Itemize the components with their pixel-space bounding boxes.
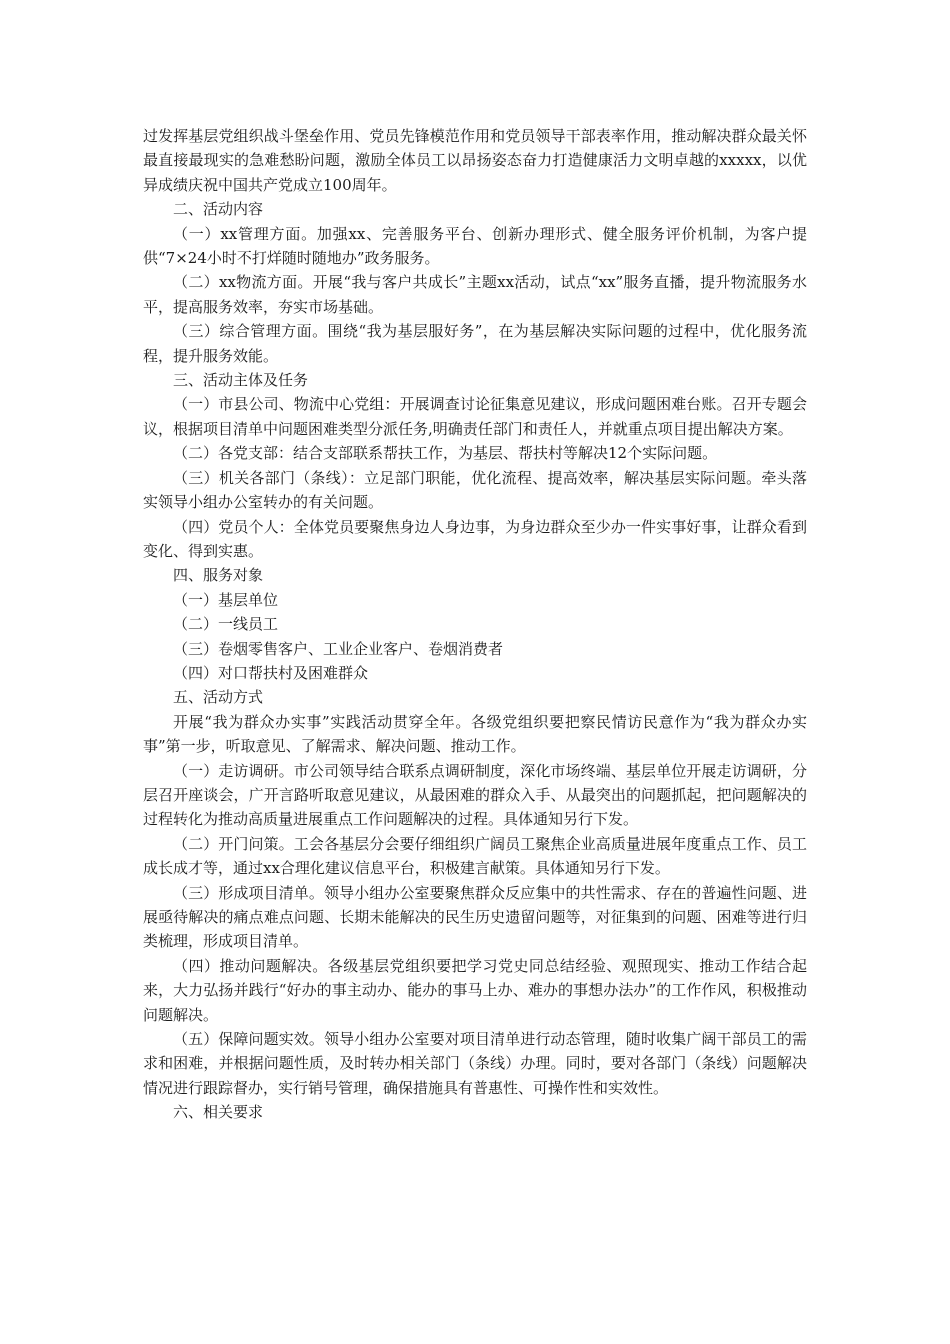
paragraph-item: （一）xx管理方面。加强xx、完善服务平台、创新办理形式、健全服务评价机制，为客户提供“7×24小时不打烊随时随地办”政务服务。 <box>143 224 807 268</box>
paragraph-item: 开展“我为群众办实事”实践活动贯穿全年。各级党组织要把察民情访民意作为“我为群众办实事”第一步，听取意见、了解需求、解决问题、推动工作。 <box>143 712 807 756</box>
list-item: （三）卷烟零售客户、工业企业客户、卷烟消费者 <box>173 639 504 658</box>
paragraph-item: （一）走访调研。市公司领导结合联系点调研制度，深化市场终端、基层单位开展走访调研，分层召开座谈会，广开言路听取意见建议，从最困难的群众入手、从最突出的问题抓起，把问题解决的过程转化为推动高质量进展重点工作问题解决的过程。具体通知另行下发。 <box>143 761 807 829</box>
section-heading-activity-content: 二、活动内容 <box>173 200 264 219</box>
paragraph-item: （四）推动问题解决。各级基层党组织要把学习党史同总结经验、观照现实、推动工作结合起来，大力弘扬并践行“好办的事主动办、能办的事马上办、难办的事想办法办”的工作作风，积极推动问题解决。 <box>143 956 807 1024</box>
paragraph-item: （三）机关各部门（条线）：立足部门职能，优化流程、提高效率，解决基层实际问题。牵头落实领导小组办公室转办的有关问题。 <box>143 468 807 512</box>
paragraph-item: （五）保障问题实效。领导小组办公室要对项目清单进行动态管理，随时收集广阔干部员工的需求和困难，并根据问题性质，及时转办相关部门（条线）办理。同时，要对各部门（条线）问题解决情况进行跟踪督办，实行销号管理，确保措施具有普惠性、可操作性和实效性。 <box>143 1030 807 1097</box>
section-heading-requirements: 六、相关要求 <box>173 1103 264 1122</box>
list-item: （二）一线员工 <box>173 615 279 634</box>
paragraph-item: （二）各党支部：结合支部联系帮扶工作，为基层、帮扶村等解决12个实际问题。 <box>173 444 718 463</box>
paragraph-item: （三）形成项目清单。领导小组办公室要聚焦群众反应集中的共性需求、存在的普遍性问题、进展亟待解决的痛点难点问题、长期未能解决的民生历史遗留问题等，对征集到的问题、困难等进行归类梳理，形成项目清单。 <box>143 883 807 951</box>
document-page <box>143 124 807 1125</box>
paragraph-item: （二）开门问策。工会各基层分会要仔细组织广阔员工聚焦企业高质量进展年度重点工作、员工成长成才等，通过xx合理化建议信息平台，积极建言献策。具体通知另行下发。 <box>143 834 807 878</box>
section-heading-service-targets: 四、服务对象 <box>173 566 264 585</box>
paragraph-item: （三）综合管理方面。围绕“我为基层服好务”，在为基层解决实际问题的过程中，优化服务流程，提升服务效能。 <box>143 322 807 365</box>
paragraph-item: （一）市县公司、物流中心党组：开展调查讨论征集意见建议，形成问题困难台账。召开专题会议，根据项目清单中问题困难类型分派任务,明确责任部门和责任人，并就重点项目提出解决方案。 <box>143 395 807 438</box>
paragraph-item: （二）xx物流方面。开展“我与客户共成长”主题xx活动，试点“xx”服务直播，提升物流服务水平，提高服务效率，夯实市场基础。 <box>143 273 807 316</box>
list-item: （一）基层单位 <box>173 590 279 609</box>
section-heading-activity-subjects: 三、活动主体及任务 <box>173 371 309 390</box>
section-heading-activity-methods: 五、活动方式 <box>173 688 264 707</box>
paragraph-item: （四）党员个人：全体党员要聚焦身边人身边事，为身边群众至少办一件实事好事，让群众看到变化、得到实惠。 <box>143 517 807 560</box>
list-item: （四）对口帮扶村及困难群众 <box>173 663 369 682</box>
paragraph-intro-continuation: 过发挥基层党组织战斗堡垒作用、党员先锋模范作用和党员领导干部表率作用，推动解决群众最关怀最直接最现实的急难愁盼问题，激励全体员工以昂扬姿态奋力打造健康活力文明卓越的xxxxx，以优异成绩庆祝中国共产党成立100周年。 <box>143 127 807 194</box>
